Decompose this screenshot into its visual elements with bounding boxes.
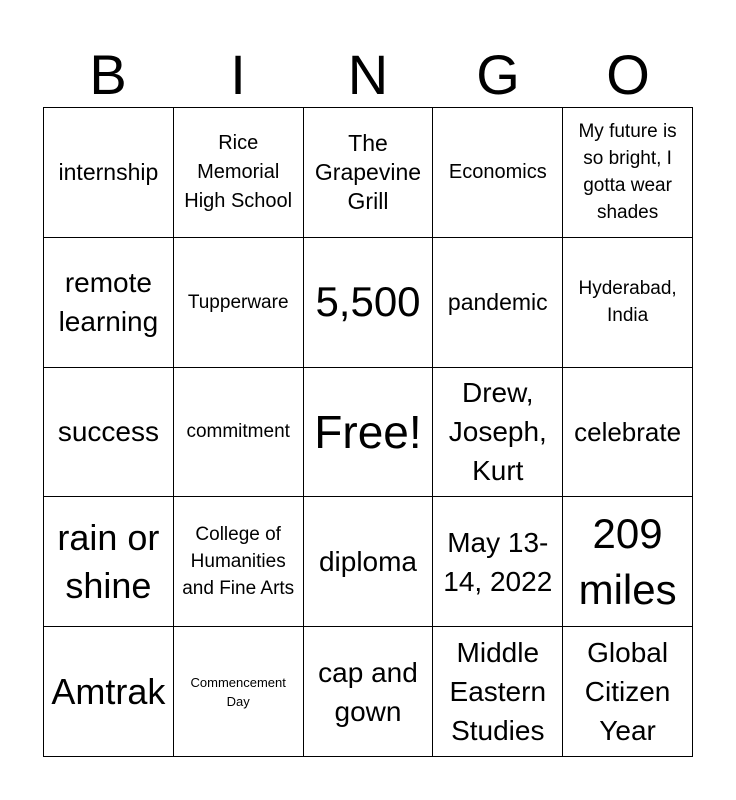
bingo-header [43,42,693,108]
bingo-cell-r5-c3[interactable]: cap and gown [304,627,434,757]
bingo-cell-r2-c3[interactable]: 5,500 [304,238,434,368]
bingo-cell-r3-c5[interactable]: celebrate [563,368,693,498]
bingo-cell-r4-c3[interactable]: diploma [304,497,434,627]
bingo-cell-r1-c4[interactable]: Economics [433,108,563,238]
bingo-cell-r1-c1[interactable]: internship [44,108,174,238]
bingo-cell-r3-c1[interactable]: success [44,368,174,498]
bingo-cell-r5-c4[interactable]: Middle Eastern Studies [433,627,563,757]
bingo-cell-r3-c2[interactable]: commitment [174,368,304,498]
bingo-cell-r5-c2[interactable]: Commencement Day [174,627,304,757]
bingo-cell-r1-c2[interactable]: Rice Memorial High School [174,108,304,238]
bingo-cell-r2-c4[interactable]: pandemic [433,238,563,368]
header-letter-b: B [89,43,127,106]
bingo-cell-r2-c5[interactable]: Hyderabad, India [563,238,693,368]
bingo-card [43,107,693,757]
bingo-cell-r3-c4[interactable]: Drew, Joseph, Kurt [433,368,563,498]
bingo-cell-r1-c5[interactable]: My future is so bright, I gotta wear shades [563,108,693,238]
bingo-cell-r2-c2[interactable]: Tupperware [174,238,304,368]
header-letter-g: G [476,43,520,106]
header-letter-i: I [230,43,246,106]
bingo-cell-r5-c5[interactable]: Global Citizen Year [563,627,693,757]
bingo-cell-r4-c4[interactable]: May 13-14, 2022 [433,497,563,627]
bingo-cell-r4-c2[interactable]: College of Humanities and Fine Arts [174,497,304,627]
bingo-cell-r2-c1[interactable]: remote learning [44,238,174,368]
bingo-cell-r4-c5[interactable]: 209 miles [563,497,693,627]
bingo-cell-r4-c1[interactable]: rain or shine [44,497,174,627]
header-letter-n: N [347,43,389,106]
bingo-cell-r1-c3[interactable]: The Grapevine Grill [304,108,434,238]
header-letter-o: O [606,43,650,106]
bingo-cell-r5-c1[interactable]: Amtrak [44,627,174,757]
bingo-cell-r3-c3-free: Free! [304,368,434,498]
